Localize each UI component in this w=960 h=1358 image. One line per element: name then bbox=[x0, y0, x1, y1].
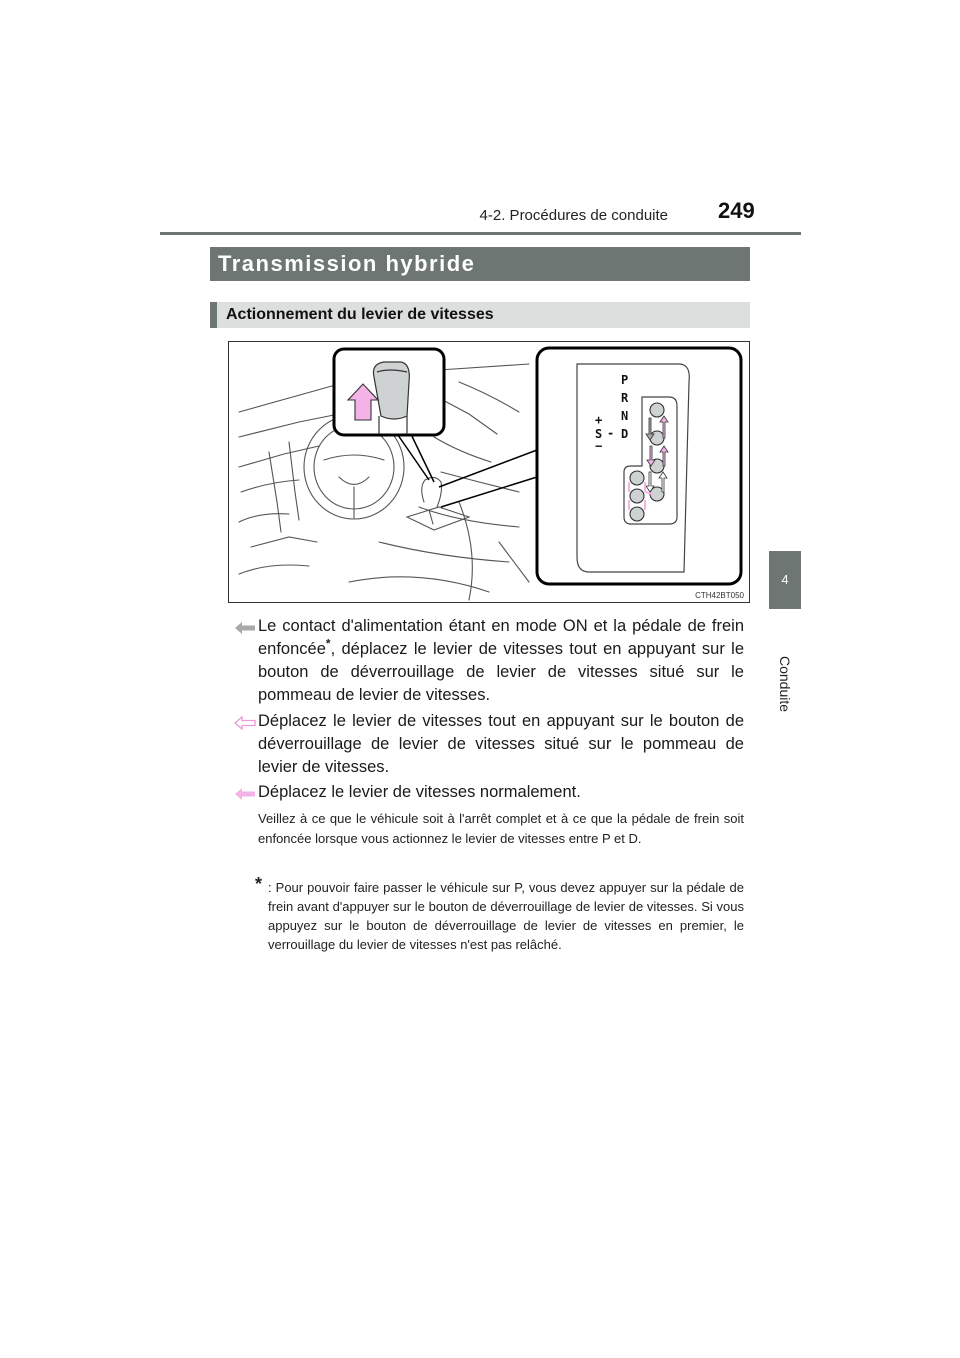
gate-label-s: S bbox=[595, 427, 603, 441]
legend-text-pink-outline: Déplacez le levier de vitesses tout en appuyant sur le bouton de déverrouillage de levier de vitesses situé sur le pommeau de levier de vitesses. bbox=[258, 712, 744, 776]
legend-text-gray-part1: Le contact d'alimentation étant en mode ON et la pédale de frein enfoncée bbox=[258, 617, 744, 658]
legend-text-gray-part2: , déplacez le levier de vitesses tout en appuyant sur le bouton de déverrouillage de levier de vitesses situé sur le pommeau de levier de vitesses. bbox=[258, 640, 744, 704]
gate-label-n: N bbox=[621, 409, 629, 423]
gate-label-plus: + bbox=[595, 413, 603, 427]
gate-label-d: D bbox=[621, 427, 629, 441]
gate-label-minus: − bbox=[595, 439, 603, 453]
header-rule bbox=[160, 232, 801, 235]
pink-outline-arrow-icon bbox=[234, 716, 256, 730]
chapter-tab: 4 bbox=[769, 551, 801, 609]
gray-arrow-icon bbox=[234, 621, 256, 635]
shift-lever-illustration bbox=[228, 341, 750, 603]
legend-item-pink-outline bbox=[234, 710, 754, 780]
page-number: 249 bbox=[718, 198, 755, 223]
chapter-label bbox=[765, 624, 805, 744]
legend-item-pink-solid bbox=[234, 781, 754, 807]
section-title: Transmission hybride bbox=[210, 247, 750, 281]
running-header-section: 4-2. Procédures de conduite bbox=[479, 207, 668, 224]
subsection-title: Actionnement du levier de vitesses bbox=[210, 302, 750, 328]
figure-code: CTH42BT050 bbox=[695, 591, 744, 600]
legend-footnote-star: * bbox=[325, 636, 331, 651]
legend-text-pink-solid: Déplacez le levier de vitesses normalement. bbox=[258, 783, 581, 801]
caution-note: Veillez à ce que le véhicule soit à l'arrêt complet et à ce que la pédale de frein soit enfoncée lorsque vous actionnez le levier de vitesses entre P et D. bbox=[258, 811, 744, 846]
pink-solid-arrow-icon bbox=[234, 787, 256, 801]
legend-item-gray bbox=[234, 615, 754, 705]
legend-text-gray bbox=[258, 615, 744, 707]
chapter-label-text: Conduite bbox=[777, 655, 793, 713]
footnote bbox=[255, 874, 744, 954]
gate-label-p: P bbox=[621, 373, 629, 387]
footnote-star: * bbox=[255, 874, 263, 894]
cabin-drawing bbox=[229, 342, 750, 603]
gate-label-r: R bbox=[621, 391, 629, 405]
footnote-text: : Pour pouvoir faire passer le véhicule sur P, vous devez appuyer sur la pédale de frein avant d'appuyer sur le bouton de déverrouillage de levier de vitesses. Si vous appuyez sur le bouton de déverrouillage de levier de vitesses en premier, le verrouillage du levier de vitesses n'est pas relâché. bbox=[268, 880, 744, 952]
gate-label-dash: - bbox=[607, 426, 615, 440]
